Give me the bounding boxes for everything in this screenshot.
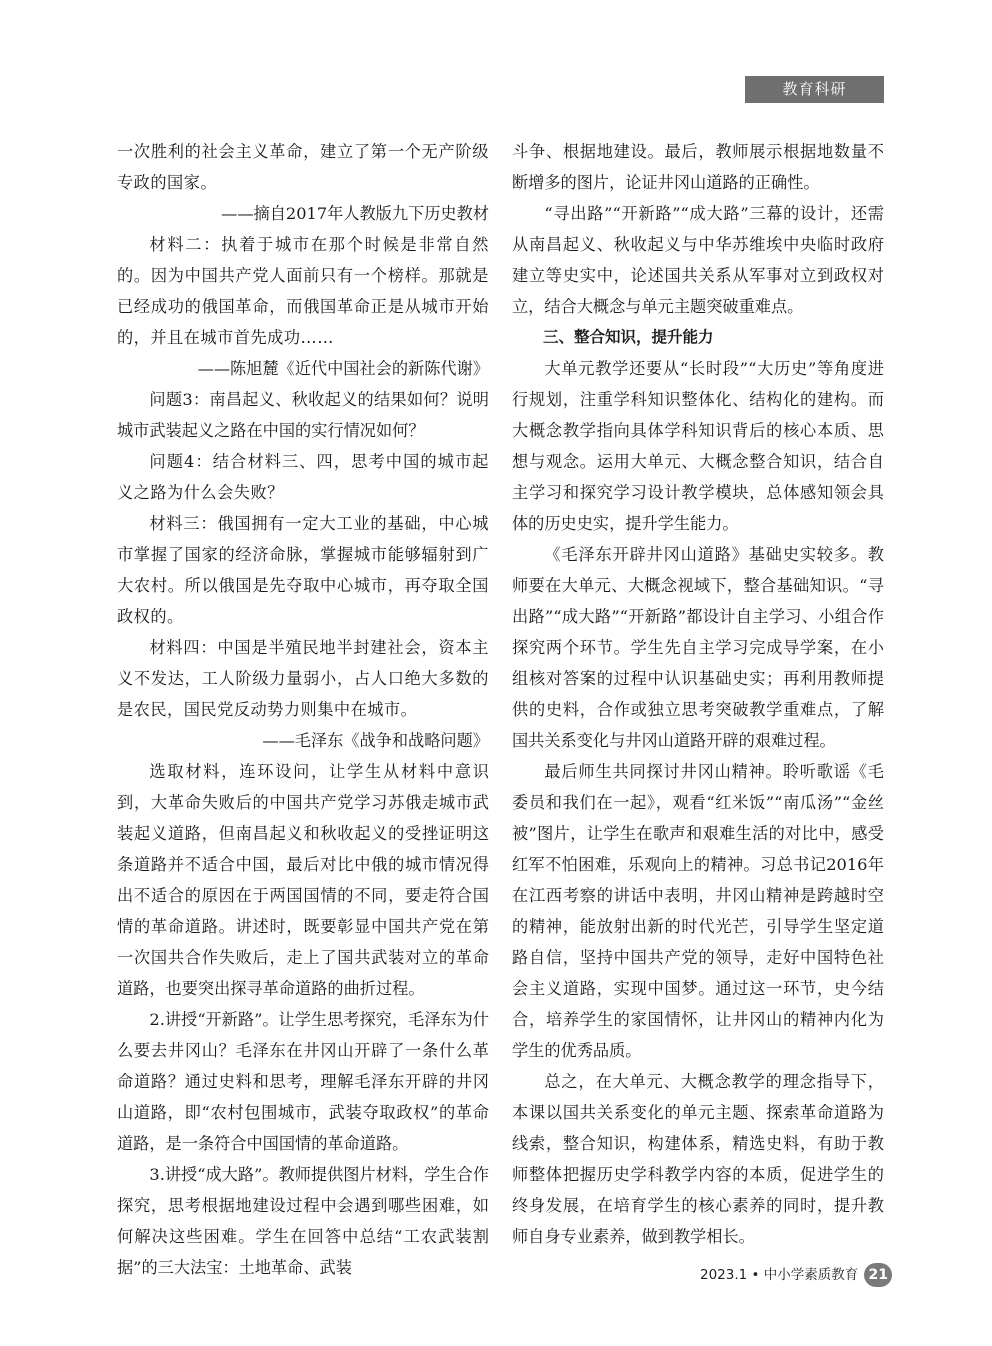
left-column (117, 136, 489, 1283)
paragraph: 材料四：中国是半殖民地半封建社会，资本主义不发达，工人阶级力量弱小，占人口绝大多数的是农民，国民党反动势力则集中在城市。 (117, 638, 489, 719)
paragraph: 3.讲授“成大路”。教师提供图片材料，学生合作探究，思考根据地建设过程中会遇到哪些困难，如何解决这些困难。学生在回答中总结“工农武装割据”的三大法宝：土地革命、武装 (117, 1165, 489, 1277)
paragraph: 问题4：结合材料三、四，思考中国的城市起义之路为什么会失败？ (117, 452, 489, 502)
paragraph: 最后师生共同探讨井冈山精神。聆听歌谣《毛委员和我们在一起》，观看“红米饭”“南瓜汤”“金丝被”图片，让学生在歌声和艰难生活的对比中，感受红军不怕困难，乐观向上的精神。习总书记2016年在江西考察的讲话中表明，井冈山精神是跨越时空的精神，能放射出新的时代光芒，引导学生坚定道路自信，坚持中国共产党的领导，走好中国特色社会主义道路，实现中国梦。通过这一环节，史今结合，培养学生的家国情怀，让井冈山的精神内化为学生的优秀品质。 (512, 762, 884, 1060)
paragraph: 材料三：俄国拥有一定大工业的基础，中心城市掌握了国家的经济命脉，掌握城市能够辐射到广大农村。所以俄国是先夺取中心城市，再夺取全国政权的。 (117, 514, 489, 626)
page-footer (700, 1262, 892, 1288)
source-citation: ——毛泽东《战争和战略问题》 (262, 731, 489, 750)
source-citation: ——陈旭麓《近代中国社会的新陈代谢》 (197, 359, 489, 378)
paragraph: 2.讲授“开新路”。让学生思考探究，毛泽东为什么要去井冈山？毛泽东在井冈山开辟了一条什么革命道路？通过史料和思考，理解毛泽东开辟的井冈山道路，即“农村包围城市，武装夺取政权”的革命道路，是一条符合中国国情的革命道路。 (117, 1010, 489, 1153)
right-column (512, 136, 884, 1252)
issue-label: 2023.1 • 中小学素质教育 (700, 1267, 859, 1283)
paragraph: 《毛泽东开辟井冈山道路》基础史实较多。教师要在大单元、大概念视域下，整合基础知识。“寻出路”“成大路”“开新路”都设计自主学习、小组合作探究两个环节。学生先自主学习完成导学案，在小组核对答案的过程中认识基础史实；再利用教师提供的史料，合作或独立思考突破教学重难点，了解国共关系变化与井冈山道路开辟的艰难过程。 (512, 545, 884, 750)
paragraph: 一次胜利的社会主义革命，建立了第一个无产阶级专政的国家。 (117, 142, 489, 192)
paragraph: 总之，在大单元、大概念教学的理念指导下，本课以国共关系变化的单元主题、探索革命道路为线索，整合知识，构建体系，精选史料，有助于教师整体把握历史学科教学内容的本质，促进学生的终身发展，在培育学生的核心素养的同时，提升教师自身专业素养，做到教学相长。 (512, 1072, 884, 1246)
section-tag: 教育科研 (745, 76, 884, 103)
paragraph: 斗争、根据地建设。最后，教师展示根据地数量不断增多的图片，论证井冈山道路的正确性。 (512, 142, 884, 192)
paragraph: 选取材料，连环设问，让学生从材料中意识到，大革命失败后的中国共产党学习苏俄走城市武装起义道路，但南昌起义和秋收起义的受挫证明这条道路并不适合中国，最后对比中俄的城市情况得出不适合的原因在于两国国情的不同，要走符合国情的革命道路。讲述时，既要彰显中国共产党在第一次国共合作失败后，走上了国共武装对立的革命道路，也要突出探寻革命道路的曲折过程。 (117, 762, 489, 998)
paragraph: “寻出路”“开新路”“成大路”三幕的设计，还需从南昌起义、秋收起义与中华苏维埃中央临时政府建立等史实中，论述国共关系从军事对立到政权对立，结合大概念与单元主题突破重难点。 (512, 204, 884, 316)
paragraph: 问题3：南昌起义、秋收起义的结果如何？说明城市武装起义之路在中国的实行情况如何？ (117, 390, 489, 440)
source-citation: ——摘自2017年人教版九下历史教材 (221, 204, 489, 223)
paragraph: 大单元教学还要从“长时段”“大历史”等角度进行规划，注重学科知识整体化、结构化的建构。而大概念教学指向具体学科知识背后的核心本质、思想与观念。运用大单元、大概念整合知识，结合自主学习和探究学习设计教学模块，总体感知领会具体的历史史实，提升学生能力。 (512, 359, 884, 533)
section-heading: 三、整合知识，提升能力 (543, 328, 714, 346)
paragraph: 材料二：执着于城市在那个时候是非常自然的。因为中国共产党人面前只有一个榜样。那就是已经成功的俄国革命，而俄国革命正是从城市开始的，并且在城市首先成功…… (117, 235, 489, 347)
page-number: 21 (864, 1263, 892, 1287)
